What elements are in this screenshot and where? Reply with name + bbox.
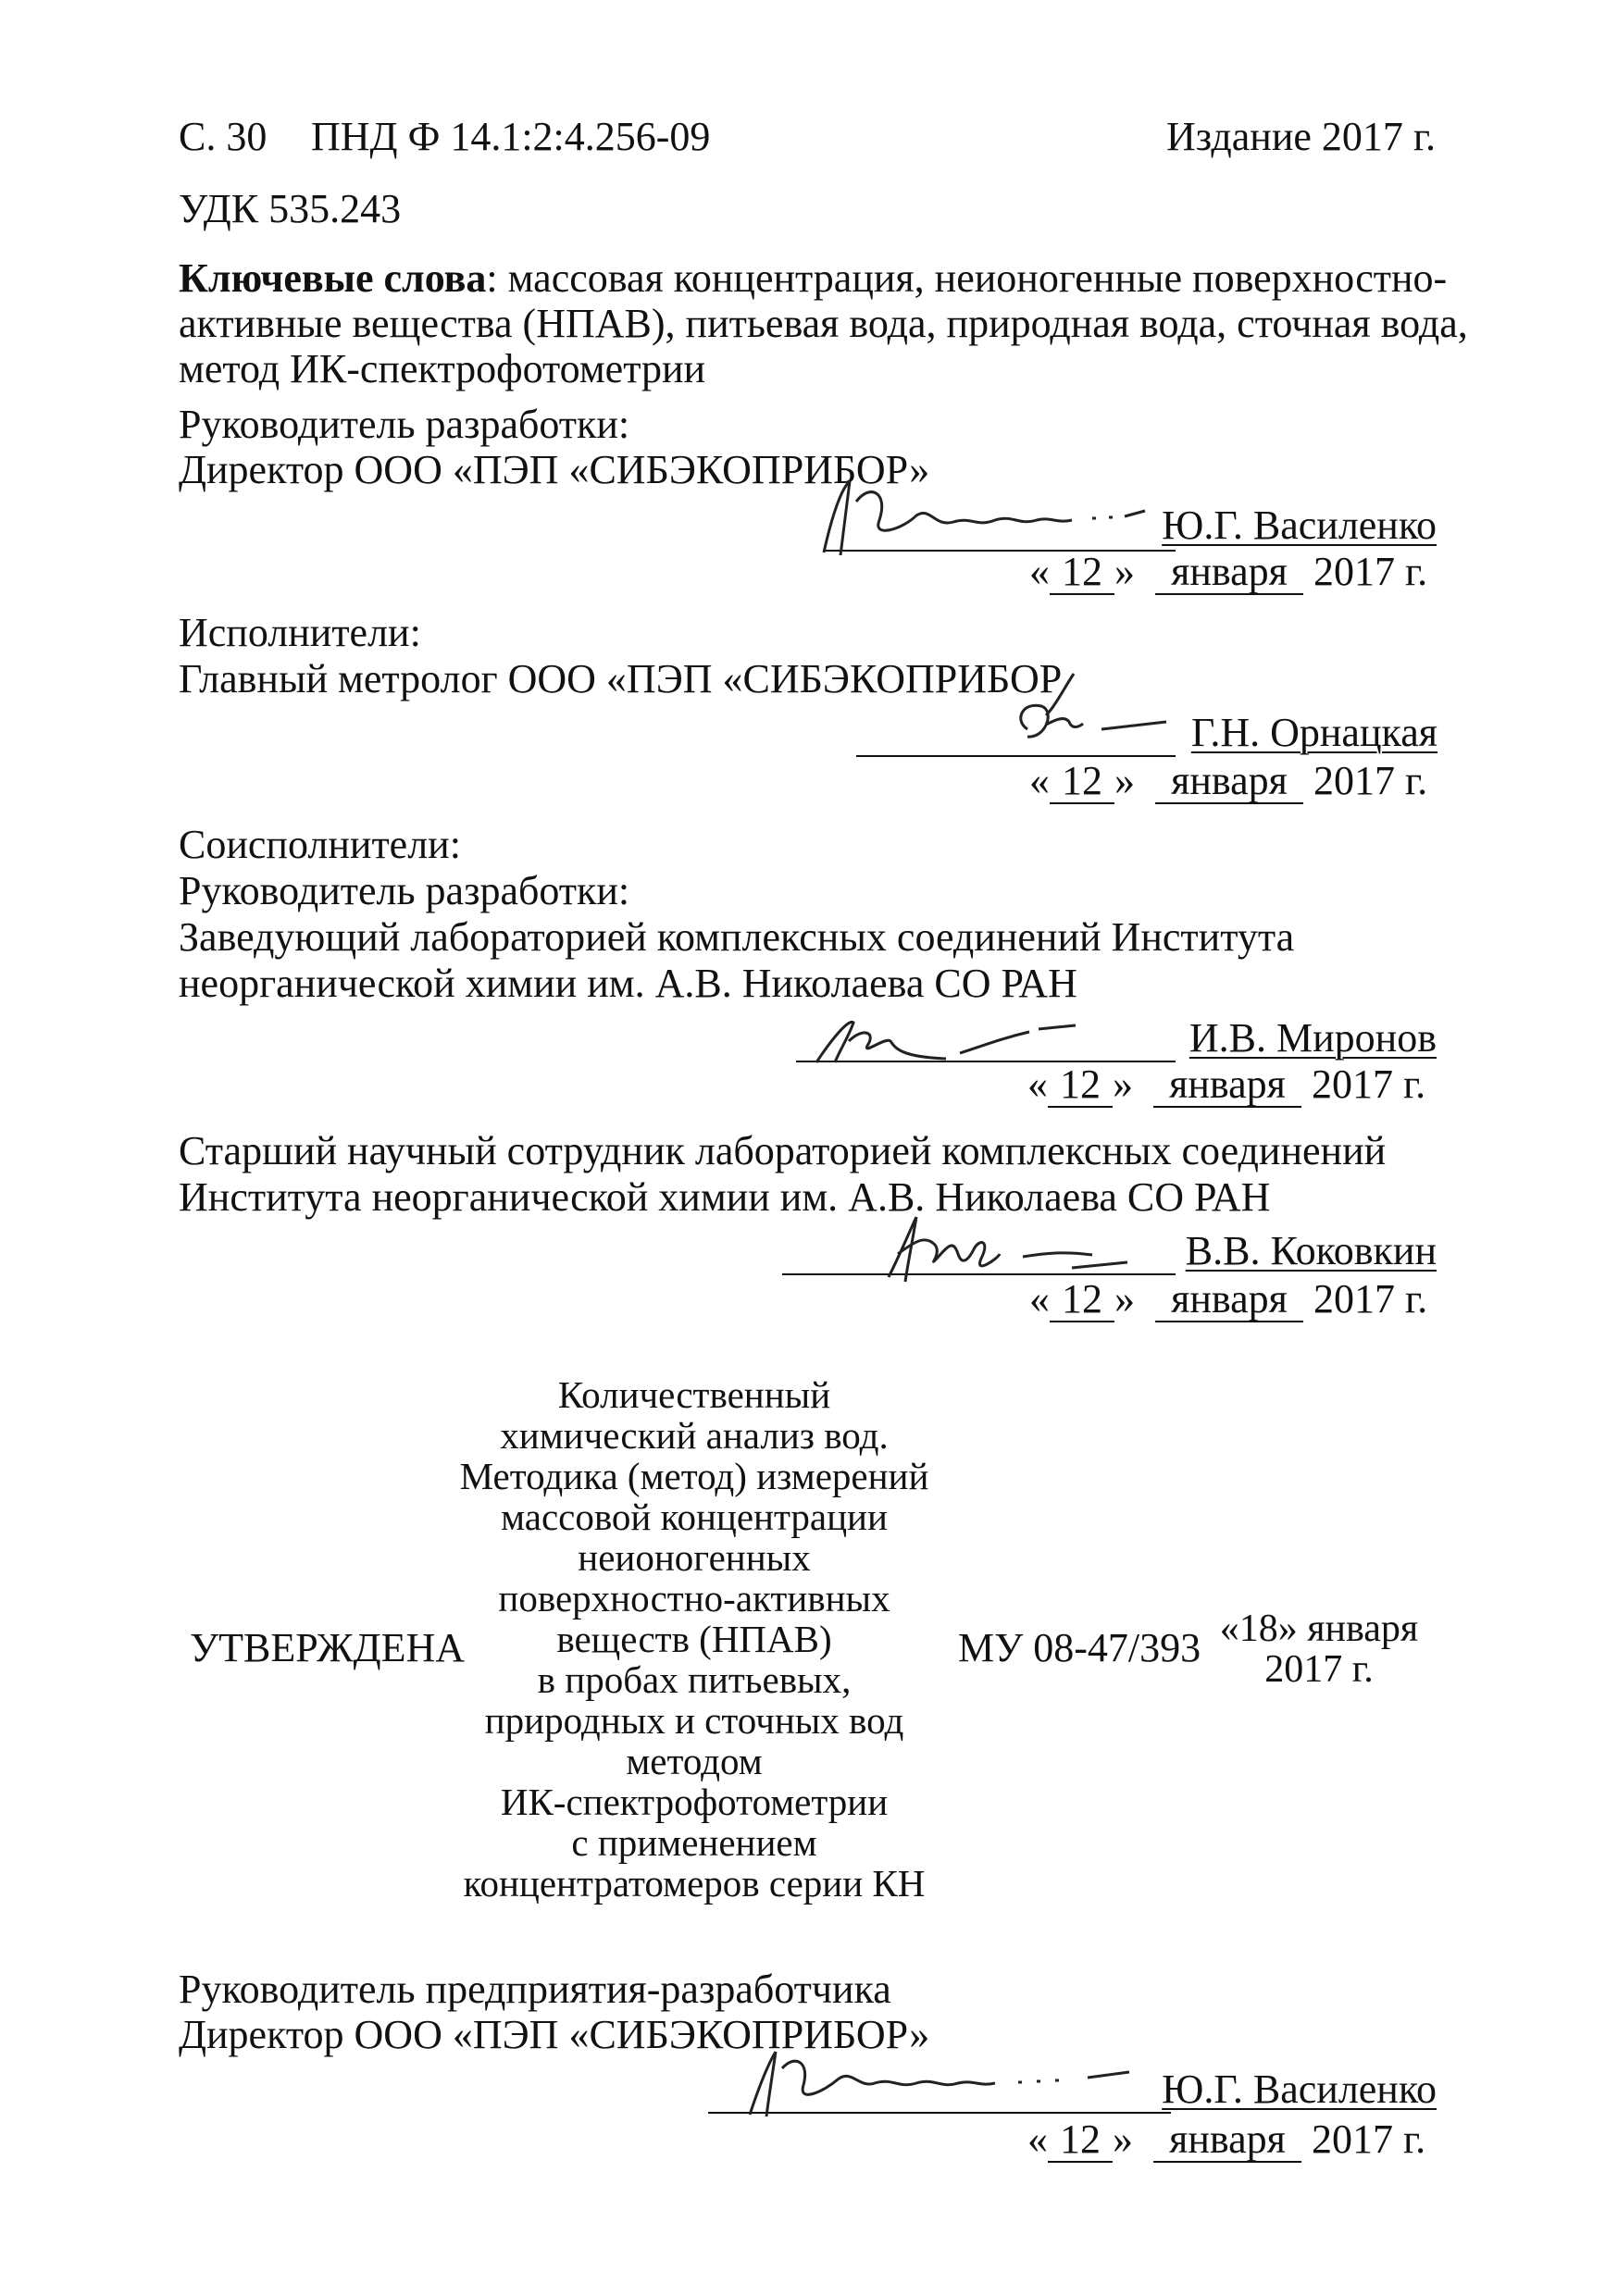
coexecutors-position-1: Заведующий лабораторией комплексных соединений Института xyxy=(179,914,1295,960)
senior-name: В.В. Коковкин xyxy=(1185,1228,1437,1273)
lead-position: Директор ООО «ПЭП «СИБЭКОПРИБОР» xyxy=(179,447,930,492)
executors-name: Г.Н. Орнацкая xyxy=(1190,710,1438,755)
lead-date: « 12 » января 2017 г. xyxy=(1029,549,1428,594)
coexecutors-position-2: неорганической химии им. А.В. Николаева СО РАН xyxy=(179,961,1077,1006)
keywords-line-1: Ключевые слова: массовая концентрация, неионогенные поверхностно- xyxy=(179,255,1448,301)
executors-date: « 12 » января 2017 г. xyxy=(1029,758,1428,803)
approval-method-title: Количественный химический анализ вод. Методика (метод) измерений массовой концентрации неионогенных поверхностно-активных веществ (НПАВ) в пробах питьевых, природных и сточных вод методом ИК-спектрофотометрии с применением концентратомеров серии КН xyxy=(459,1373,929,1905)
enterprise-heading: Руководитель предприятия-разработчика xyxy=(179,1967,891,2012)
approval-code: МУ 08-47/393 xyxy=(958,1625,1201,1670)
enterprise-name: Ю.Г. Василенко xyxy=(1162,2066,1437,2112)
executors-heading: Исполнители: xyxy=(179,610,421,655)
coexecutors-heading: Соисполнители: xyxy=(179,822,461,867)
page-number: С. 30 xyxy=(179,114,268,159)
coexecutors-date: « 12 » января 2017 г. xyxy=(1027,1061,1426,1107)
approval-date: «18» января 2017 г. xyxy=(1219,1607,1419,1691)
senior-date: « 12 » января 2017 г. xyxy=(1029,1276,1428,1322)
document-code: ПНД Ф 14.1:2:4.256-09 xyxy=(311,114,711,159)
keywords-line-3: метод ИК-спектрофотометрии xyxy=(179,346,706,391)
senior-position-1: Старший научный сотрудник лабораторией комплексных соединений xyxy=(179,1128,1387,1173)
coexecutors-name: И.В. Миронов xyxy=(1189,1015,1437,1061)
edition: Издание 2017 г. xyxy=(1166,114,1436,159)
signature-ornatskaya xyxy=(990,664,1194,762)
keywords-line-2: активные вещества (НПАВ), питьевая вода, природная вода, сточная вода, xyxy=(179,301,1468,346)
enterprise-date: « 12 » января 2017 г. xyxy=(1027,2116,1426,2162)
coexecutors-subheading: Руководитель разработки: xyxy=(179,868,630,913)
lead-heading: Руководитель разработки: xyxy=(179,402,630,447)
senior-position-2: Института неорганической химии им. А.В. Николаева СО РАН xyxy=(179,1174,1271,1220)
executors-position: Главный метролог ООО «ПЭП «СИБЭКОПРИБОР xyxy=(179,656,1063,701)
lead-name: Ю.Г. Василенко xyxy=(1162,503,1437,548)
enterprise-position: Директор ООО «ПЭП «СИБЭКОПРИБОР» xyxy=(179,2012,930,2057)
keywords-label: Ключевые слова xyxy=(179,255,487,301)
approval-status: УТВЕРЖДЕНА xyxy=(190,1625,466,1670)
udk-code: УДК 535.243 xyxy=(179,186,402,231)
